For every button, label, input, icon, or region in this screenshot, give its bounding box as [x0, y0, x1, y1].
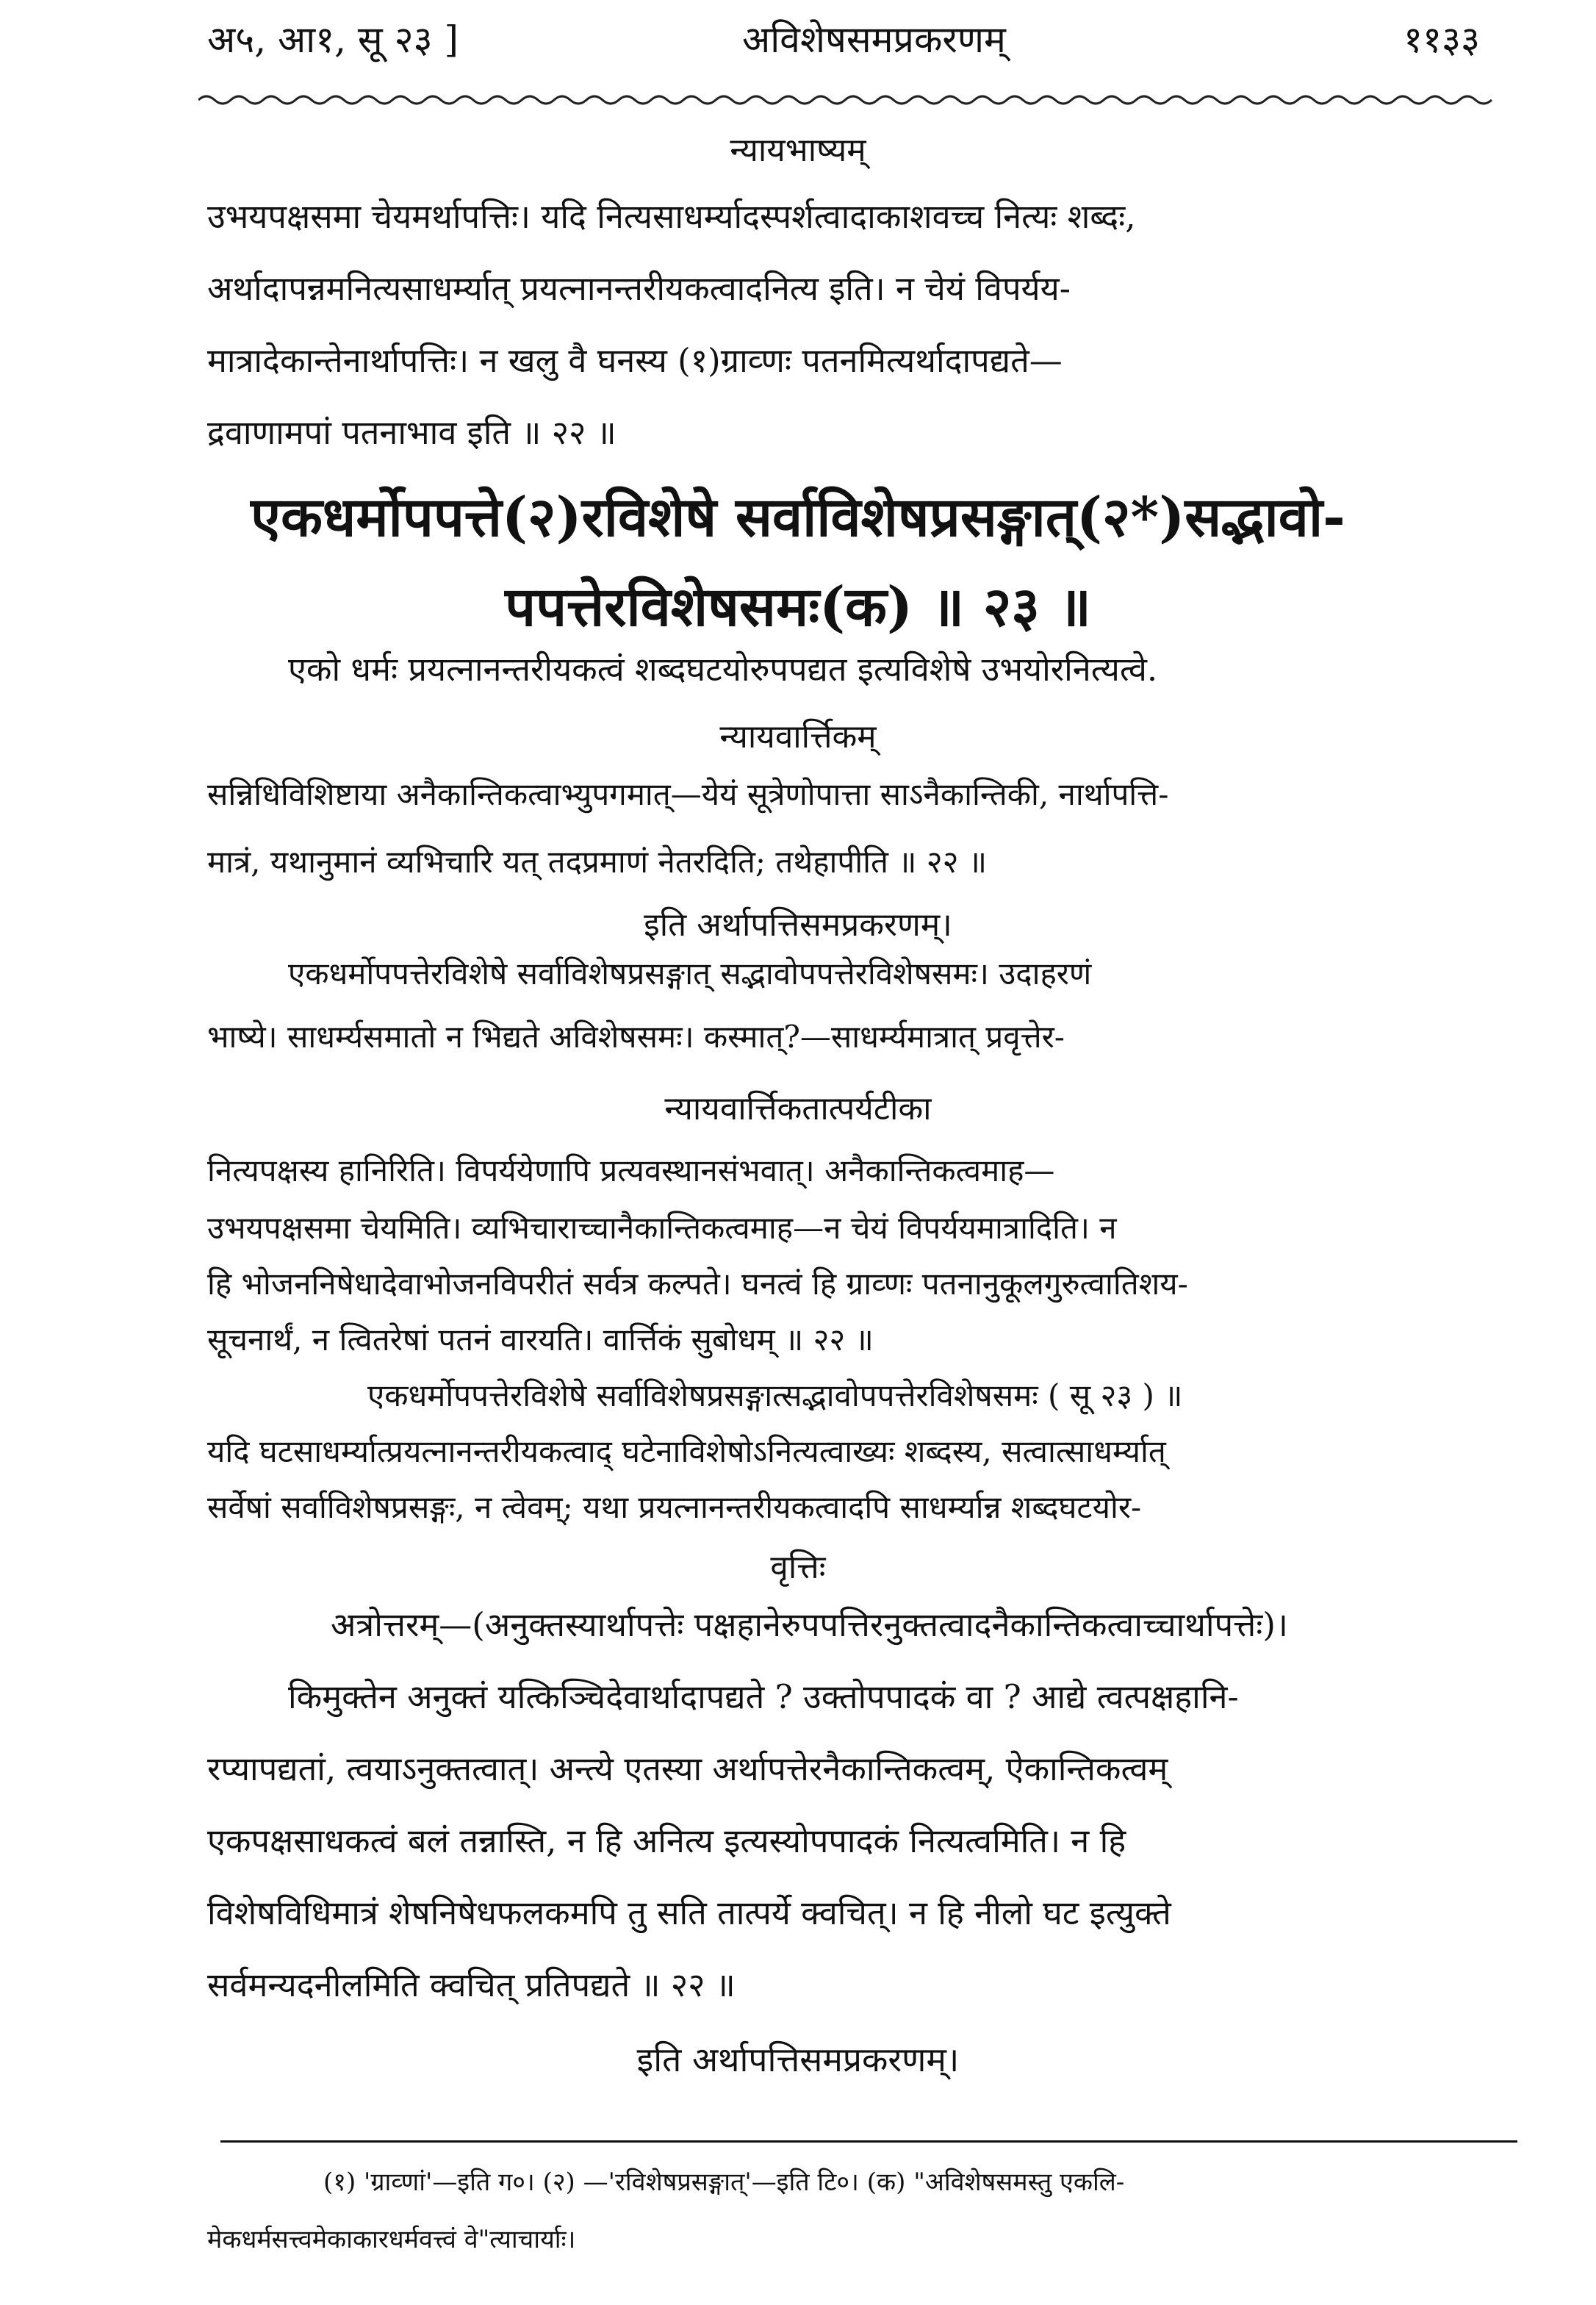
- header-wavy-rule: [198, 90, 1499, 110]
- tika-line: उभयपक्षसमा चेयमिति। व्यभिचाराच्चानैकान्तिकत्वमाह—न चेयं विपर्ययमात्रादिति। न: [207, 1210, 1117, 1246]
- iti-line: इति अर्थापत्तिसमप्रकरणम्।: [636, 2040, 960, 2079]
- tika-line: सर्वेषां सर्वाविशेषप्रसङ्गः, न त्वेवम्; यथा प्रयत्नानन्तरीयकत्वादपि साधर्म्यान्न शब्दघटयोर-: [207, 1489, 1142, 1525]
- header-section-title: अविशेषसमप्रकरणम्: [742, 18, 1006, 61]
- iti-line: इति अर्थापत्तिसमप्रकरणम्।: [644, 906, 952, 944]
- sutra-line: पपत्तेरविशेषसमः(क) ॥ २३ ॥: [505, 576, 1091, 639]
- vritti-line: विशेषविधिमात्रं शेषनिषेधफलकमपि तु सति तात्पर्ये क्वचित्। न हि नीलो घट इत्युक्ते: [207, 1893, 1171, 1932]
- section-title-vartika: न्यायवार्त्तिकम्: [719, 718, 877, 756]
- vartika-line: मात्रं, यथानुमानं व्यभिचारि यत् तदप्रमाणं नेतरदिति; तथेहापीति ॥ २२ ॥: [207, 844, 987, 880]
- vritti-line: अत्रोत्तरम्—(अनुक्तस्यार्थापत्तेः पक्षहानेरुपपत्तिरनुक्तत्वादनैकान्तिकत्वाच्चार्थापत्तेः)।: [331, 1605, 1288, 1644]
- tika-line: सूचनार्थं, न त्वितरेषां पतनं वारयति। वार्त्तिकं सुबोधम् ॥ २२ ॥: [207, 1322, 874, 1358]
- bhashya-line: उभयपक्षसमा चेयमर्थापत्तिः। यदि नित्यसाधर्म्यादस्पर्शत्वादाकाशवच्च नित्यः शब्दः,: [207, 197, 1136, 236]
- bhashya-line: द्रवाणामपां पतनाभाव इति ॥ २२ ॥: [207, 413, 617, 452]
- tika-line: हि भोजननिषेधादेवाभोजनविपरीतं सर्वत्र कल्पते। घनत्वं हि ग्राव्णः पतनानुकूलगुरुत्वातिशय-: [207, 1266, 1188, 1302]
- tika-line: नित्यपक्षस्य हानिरिति। विपर्ययेणापि प्रत्यवस्थानसंभवात्। अनैकान्तिकत्वमाह—: [207, 1152, 1055, 1189]
- section-title-tika: न्यायवार्त्तिकतात्पर्यटीका: [664, 1090, 932, 1128]
- vartika-line: एकधर्मोपपत्तेरविशेषे सर्वाविशेषप्रसङ्गात् सद्भावोपपत्तेरविशेषसमः। उदाहरणं: [288, 956, 1092, 992]
- sutra-line: एकधर्मोपपत्ते(२)रविशेषे सर्वाविशेषप्रसङ्गात्(२*)सद्भावो-: [251, 486, 1345, 549]
- bhashya-line: अर्थादापन्नमनित्यसाधर्म्यात् प्रयत्नानन्तरीयकत्वादनित्य इति। न चेयं विपर्यय-: [207, 269, 1071, 308]
- vartika-line: सन्निधिविशिष्टाया अनैकान्तिकत्वाभ्युपगमात्—येयं सूत्रेणोपात्ता साऽनैकान्तिकी, नार्थापत्ति-: [207, 776, 1169, 812]
- vritti-line: किमुक्तेन अनुक्तं यत्किञ्चिदेवार्थादापद्यते ? उक्तोपपादकं वा ? आद्ये त्वत्पक्षहानि-: [288, 1677, 1239, 1716]
- vartika-line: भाष्ये। साधर्म्यसमातो न भिद्यते अविशेषसमः। कस्मात्?—साधर्म्यमात्रात् प्रवृत्तेर-: [207, 1019, 1065, 1055]
- vritti-line: एकपक्षसाधकत्वं बलं तन्नास्ति, न हि अनित्य इत्यस्योपपादकं नित्यत्वमिति। न हि: [207, 1821, 1126, 1860]
- section-title-bhashya: न्यायभाष्यम्: [730, 132, 866, 169]
- vritti-line: सर्वमन्यदनीलमिति क्वचित् प्रतिपद्यते ॥ २२ ॥: [207, 1965, 736, 2004]
- footnote-line: मेकधर्मसत्त्वमेकाकारधर्मवत्त्वं वे"त्याचार्याः।: [207, 2225, 576, 2254]
- tika-line: एकधर्मोपपत्तेरविशेषे सर्वाविशेषप्रसङ्गात्सद्भावोपपत्तेरविशेषसमः ( सू २३ ) ॥: [367, 1377, 1183, 1413]
- header-chapter-ref: अ५, आ१, सू २३ ]: [207, 18, 459, 61]
- page-number: ११३३: [1403, 18, 1480, 61]
- footnote-line: (१) 'ग्राव्णां'—इति ग०। (२) —'रविशेषप्रसङ्गात्'—इति टि०। (क) "अविशेषसमस्तु एकलि-: [323, 2168, 1125, 2197]
- footnote-rule: [220, 2140, 1517, 2143]
- sutra-gloss: एको धर्मः प्रयत्नानन्तरीयकत्वं शब्दघटयोरुपपद्यत इत्यविशेषे उभयोरनित्यत्वे.: [288, 650, 1158, 689]
- section-title-vritti: वृत्तिः: [770, 1549, 826, 1586]
- tika-line: यदि घटसाधर्म्यात्प्रयत्नानन्तरीयकत्वाद् घटेनाविशेषोऽनित्यत्वाख्यः शब्दस्य, सत्वात्साधर्म्यात्: [207, 1433, 1166, 1469]
- vritti-line: रप्यापद्यतां, त्वयाऽनुक्तत्वात्। अन्त्ये एतस्या अर्थापत्तेरनैकान्तिकत्वम्, ऐकान्तिकत्वम्: [207, 1749, 1168, 1788]
- bhashya-line: मात्रादेकान्तेनार्थापत्तिः। न खलु वै घनस्य (१)ग्राव्णः पतनमित्यर्थादापद्यते—: [207, 341, 1063, 380]
